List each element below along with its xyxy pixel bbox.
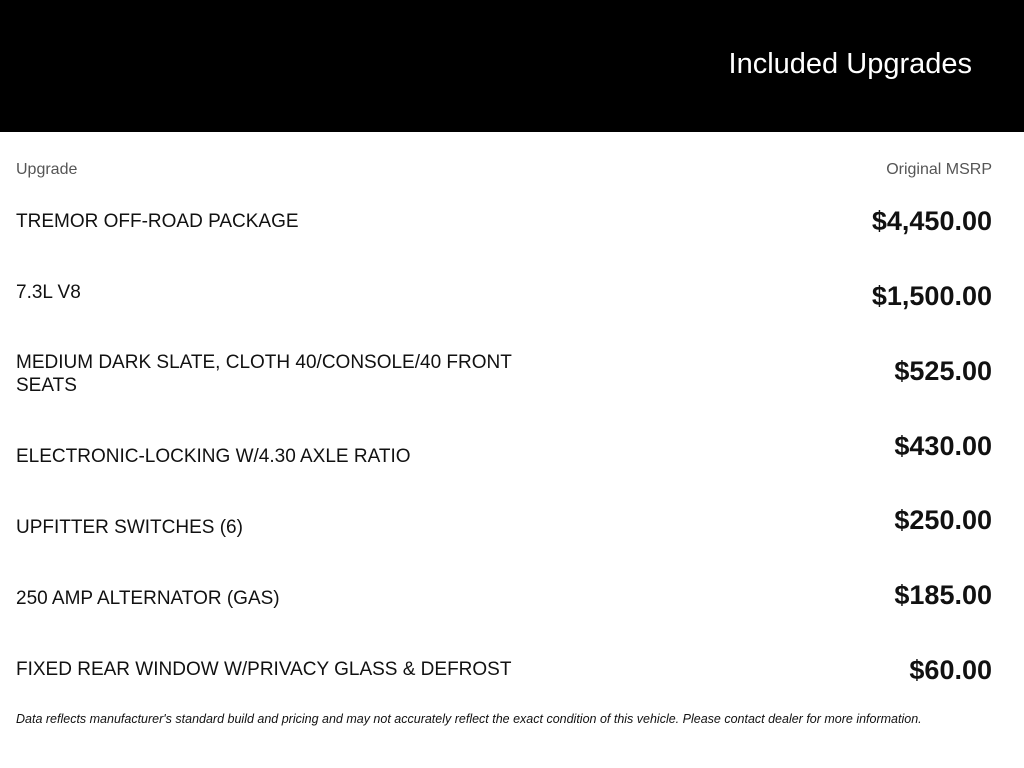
upgrade-row (0, 270, 1024, 340)
column-header-msrp: Original MSRP (886, 161, 992, 178)
upgrade-row (0, 570, 1024, 640)
upgrade-row (0, 645, 1024, 715)
disclaimer: Data reflects manufacturer's standard build and pricing and may not accurately reflect the exact condition of this vehicle. Please contact dealer for more information. (16, 712, 922, 726)
upgrade-price: $430.00 (894, 431, 992, 461)
upgrade-name: ELECTRONIC-LOCKING W/4.30 AXLE RATIO (16, 446, 411, 467)
upgrade-price: $525.00 (894, 356, 992, 386)
header-banner (0, 0, 1024, 132)
upgrade-name: 250 AMP ALTERNATOR (GAS) (16, 588, 280, 609)
upgrade-price: $250.00 (894, 505, 992, 535)
upgrade-price: $60.00 (909, 655, 992, 685)
upgrade-row (0, 430, 1024, 500)
upgrade-row (0, 500, 1024, 570)
upgrade-price: $1,500.00 (871, 281, 992, 311)
page-title: Included Upgrades (728, 48, 972, 80)
column-header-upgrade: Upgrade (16, 161, 78, 178)
upgrade-name: UPFITTER SWITCHES (6) (16, 517, 243, 538)
upgrade-name: FIXED REAR WINDOW W/PRIVACY GLASS & DEFROST (16, 659, 512, 680)
upgrade-row (0, 340, 1024, 410)
upgrade-price: $4,450.00 (871, 206, 992, 236)
upgrade-name: TREMOR OFF-ROAD PACKAGE (16, 211, 299, 232)
upgrade-price: $185.00 (894, 580, 992, 610)
upgrade-name: MEDIUM DARK SLATE, CLOTH 40/CONSOLE/40 FRONT SEATS (16, 352, 512, 396)
upgrade-row (0, 200, 1024, 270)
upgrade-name: 7.3L V8 (16, 282, 81, 303)
